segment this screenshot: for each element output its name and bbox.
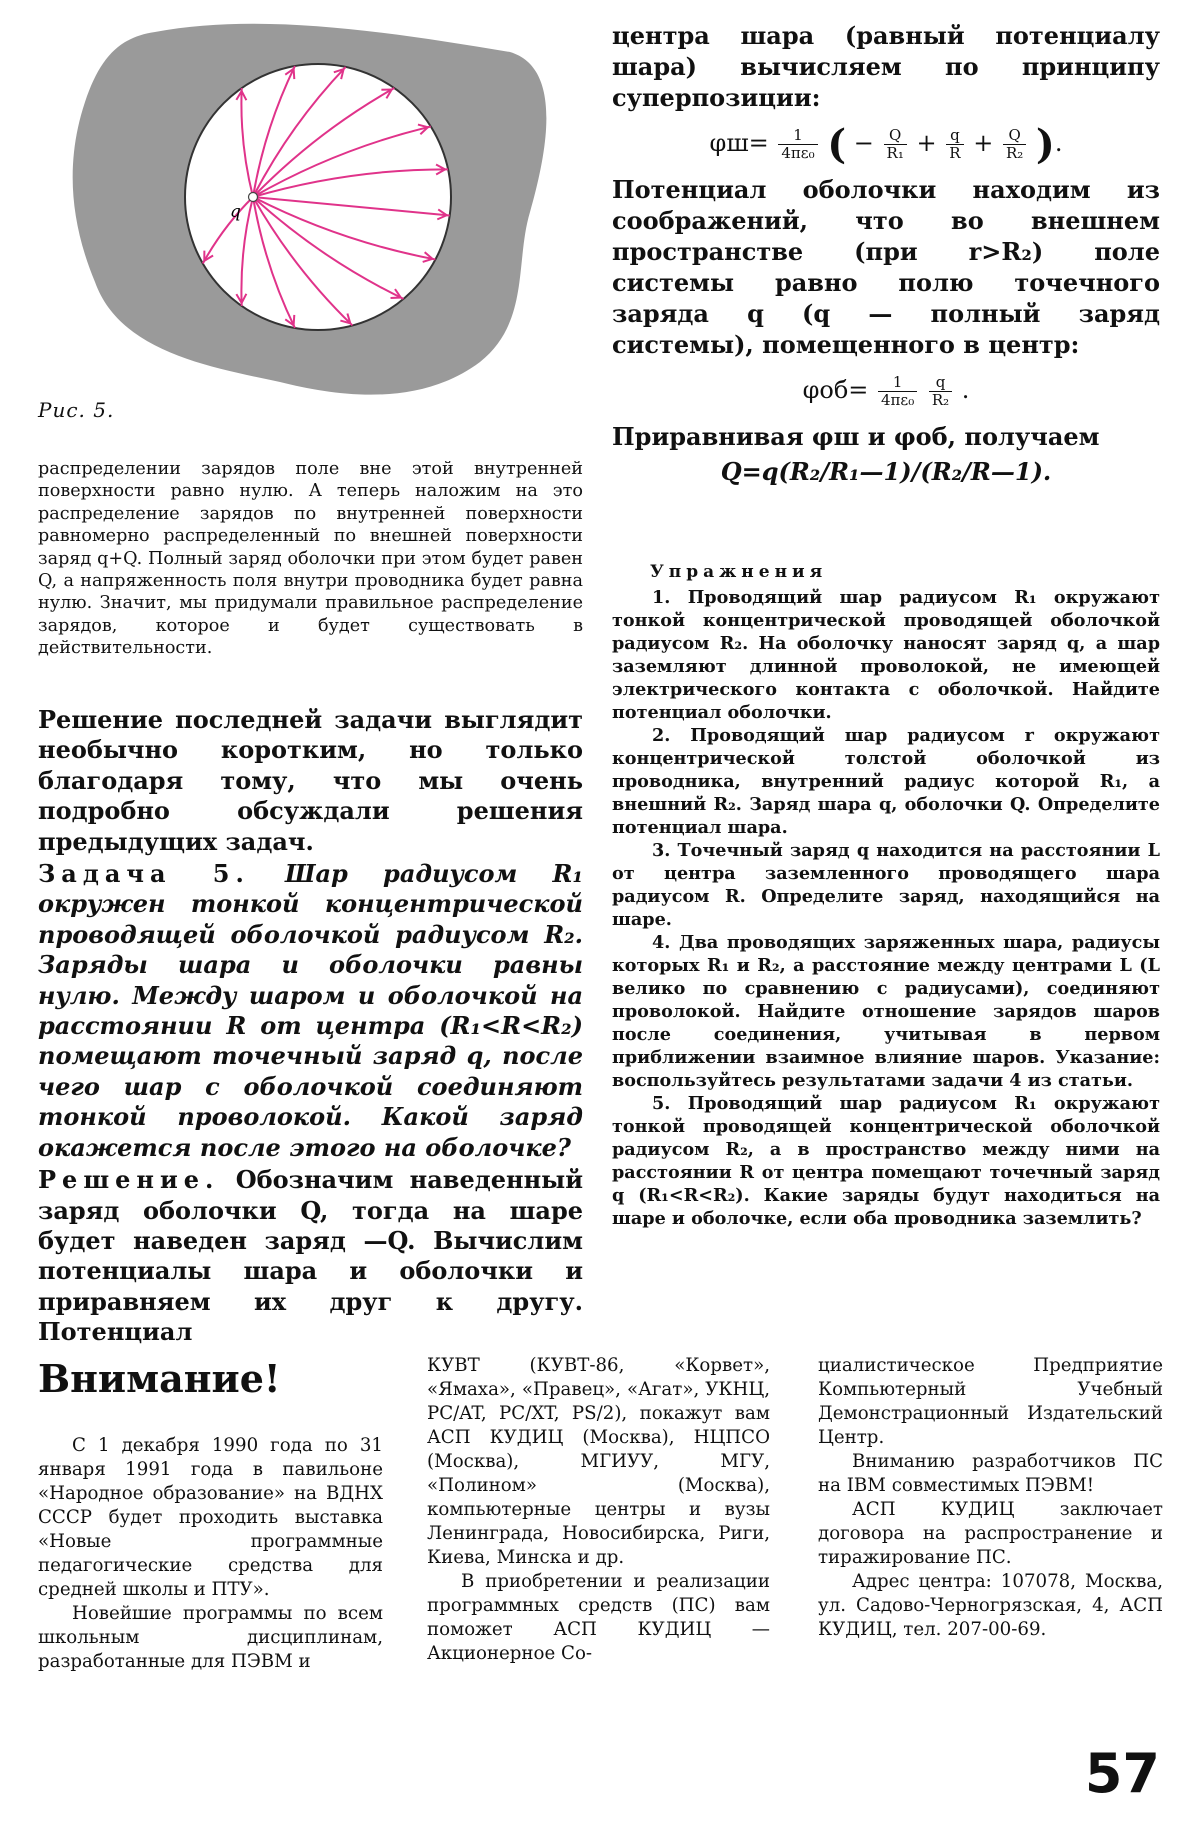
formula-sphere-potential: φш= $\frac{1}{\text{4πε₀}}$ ( − $\frac{Q}{\text{R₁}}$ + $\frac{q}{R}$ + $\frac{Q}{\text{R₂}}$ ).	[709, 121, 1063, 168]
notice-paragraph: Вниманию разработчиков ПС на IBM совместимых ПЭВМ!	[818, 1451, 1163, 1496]
figure-caption: Рис. 5.	[38, 398, 115, 422]
exercise-item: 5. Проводящий шар радиусом R₁ окружают тонкой проводящей концентрической оболочкой радиусом R₂, а в пространство между ними на расстоянии R от центра помещают точечный заряд q (R₁<R<R₂). Какие заряды будут находиться на шаре и оболочке, если оба проводника заземлить?	[612, 1093, 1160, 1229]
page-number: 57	[1084, 1742, 1160, 1805]
formula2-coefficient: $\frac{1}{\text{4πε₀}}$	[878, 374, 917, 409]
exercise-item: 1. Проводящий шар радиусом R₁ окружают тонкой концентрической проводящей оболочкой радиусом R₂. На оболочку наносят заряд q, а шар заземляют длинной проволокой, не имеющей электрического контакта с оболочкой. Найдите потенциал оболочки.	[612, 587, 1160, 723]
task-5	[38, 859, 583, 1163]
formula2-lhs: φоб=	[802, 376, 869, 404]
notice-paragraph: АСП КУДИЦ заключает договора на распространение и тиражирование ПС.	[818, 1499, 1163, 1568]
formula-shell-potential: φоб= $\frac{1}{\text{4πε₀}}$ $\frac{q}{\text{R₂}}$ .	[802, 373, 970, 409]
solution	[38, 1165, 583, 1347]
notice-paragraph: С 1 декабря 1990 года по 31 января 1991 года в павильоне «Народное образование» на ВДНХ СССР будет проходить выставка «Новые программные педагогические средства для средней школы и ПТУ».	[38, 1435, 383, 1600]
equating-text: Приравнивая φш и φоб, получаем	[612, 422, 1100, 451]
solution-text: Обозначим наведенный заряд оболочки Q, тогда на шаре будет наведен заряд —Q. Вычислим потенциалы шара и оболочки и приравняем их друг к другу. Потенциал	[38, 1165, 584, 1347]
exercise-item: 4. Два проводящих заряженных шара, радиусы которых R₁ и R₂, а расстояние между центрами L (L велико по сравнению с радиусами), соединяют проволокой. Найдите отношение зарядов шаров после соединения, учитывая в первом приближении взаимное влияние шаров. Указание: воспользуйтесь результатами задачи 4 из статьи.	[612, 932, 1160, 1091]
formula1-lhs: φш=	[709, 129, 769, 157]
left-main-text	[38, 705, 583, 1350]
formula2-term: $\frac{q}{\text{R₂}}$	[929, 374, 952, 409]
notice-paragraph: КУВТ (КУВТ-86, «Корвет», «Ямаха», «Правец», «Агат», УКНЦ, PC/AT, PC/XT, PS/2), покажут вам АСП КУДИЦ (Москва), НЦПСО (Москва), МГИУУ, МГУ, «Полином» (Москва), компьютерные центры и вузы Ленинграда, Новосибирска, Риги, Киева, Минска и др.	[427, 1355, 770, 1568]
formula1-coefficient: $\frac{1}{\text{4πε₀}}$	[778, 127, 817, 162]
exercises-heading: Упражнения	[650, 562, 828, 582]
notice-paragraph: Адрес центра: 107078, Москва, ул. Садово-Черногрязская, 4, АСП КУДИЦ, тел. 207-00-69.	[818, 1571, 1163, 1640]
notice-title: Внимание!	[38, 1356, 281, 1401]
notice-paragraph: Новейшие программы по всем школьным дисциплинам, разработанные для ПЭВМ и	[38, 1603, 383, 1672]
paragraph-solution-note: Решение последней задачи выглядит необычно коротким, но только благодаря тому, что мы очень подробно обсуждали решения предыдущих задач.	[38, 705, 583, 856]
result-formula: Q=q(R₂/R₁—1)/(R₂/R—1).	[720, 457, 1052, 486]
point-charge	[249, 193, 258, 202]
notice-column-3	[818, 1354, 1163, 1642]
task-label: Задача 5.	[38, 859, 250, 889]
left-small-paragraph: распределении зарядов поле вне этой внутренней поверхности равно нулю. А теперь наложим на это распределение зарядов по внутренней поверхности равномерно распределенный по внешней поверхности заряд q+Q. Полный заряд оболочки при этом будет равен Q, а напряженность поля внутри проводника будет равна нулю. Значит, мы придумали правильное распределение зарядов, которое и будет существовать в действительности.	[38, 459, 583, 659]
figure-5-charged-sphere	[60, 22, 580, 407]
task-statement: Шар радиусом R₁ окружен тонкой концентрической проводящей оболочкой радиусом R₂. Заряды шара и оболочки равны нулю. Между шаром и оболочкой на расстоянии R от центра (R₁<R<R₂) помещают точечный заряд q, после чего шар с оболочкой соединяют тонкой проволокой. Какой заряд окажется после этого на оболочке?	[38, 859, 583, 1162]
shell-potential-text: Потенциал оболочки находим из соображений, что во внешнем пространстве (при r>R₂) поле системы равно полю точечного заряда q (q — полный заряд системы), помещенного в центр:	[612, 175, 1160, 359]
right-column-text	[612, 20, 1160, 487]
solution-label: Решение.	[38, 1165, 220, 1195]
notice-paragraph: В приобретении и реализации программных средств (ПС) вам поможет АСП КУДИЦ — Акционерное Со-	[427, 1571, 770, 1664]
charge-label: q	[230, 202, 241, 222]
notice-column-1	[38, 1434, 383, 1674]
formula1-term3: $\frac{Q}{\text{R₂}}$	[1003, 127, 1026, 162]
notice-paragraph: циалистическое Предприятие Компьютерный Учебный Демонстрационный Издательский Центр.	[818, 1355, 1163, 1448]
exercise-item: 2. Проводящий шар радиусом r окружают концентрической толстой оболочкой из проводника, внутренний радиус которой R₁, а внешний R₂. Заряд шара q, оболочки Q. Определите потенциал шара.	[612, 725, 1160, 838]
formula1-term1: $\frac{Q}{\text{R₁}}$	[884, 127, 907, 162]
exercises-list	[612, 586, 1160, 1230]
notice-column-2	[427, 1354, 770, 1666]
superposition-intro: центра шара (равный потенциалу шара) вычисляем по принципу суперпозиции:	[612, 21, 1160, 112]
exercise-item: 3. Точечный заряд q находится на расстоянии L от центра заземленного проводящего шара радиусом R. Определите заряд, находящийся на шаре.	[612, 840, 1160, 930]
formula1-term2: $\frac{q}{R}$	[946, 127, 963, 162]
